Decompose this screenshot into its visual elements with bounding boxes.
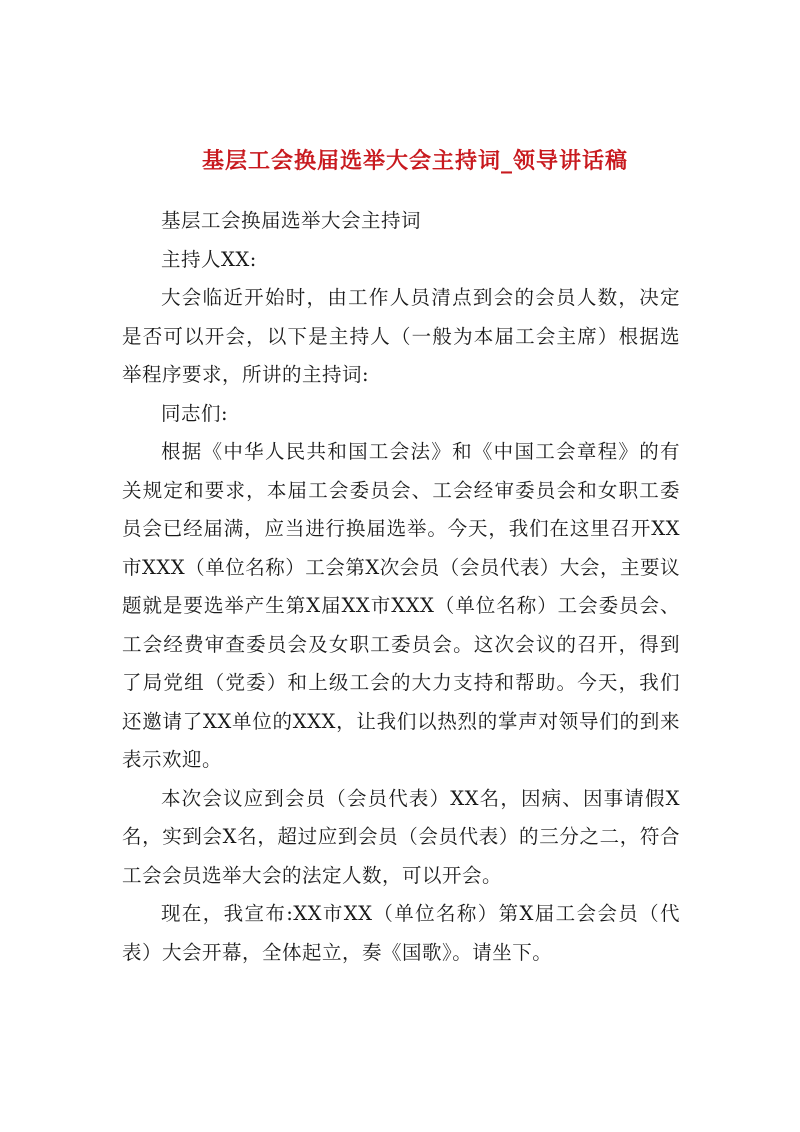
paragraph-attendance: 本次会议应到会员（会员代表）XX名，因病、因事请假X名，实到会X名，超过应到会员（会员代表）的三分之二，符合工会会员选举大会的法定人数，可以开会。 bbox=[122, 786, 680, 887]
paragraph-opening: 现在，我宣布:XX市XX（单位名称）第X届工会会员（代表）大会开幕，全体起立，奏《国歌》。请坐下。 bbox=[122, 902, 680, 964]
paragraph-intro: 大会临近开始时，由工作人员清点到会的会员人数，决定是否可以开会，以下是主持人（一般为本届工会主席）根据选举程序要求，所讲的主持词: bbox=[122, 286, 680, 386]
document-body bbox=[122, 202, 680, 972]
paragraph-background: 根据《中华人民共和国工会法》和《中国工会章程》的有关规定和要求，本届工会委员会、工会经审委员会和女职工委员会已经届满，应当进行换届选举。今天，我们在这里召开XX市XXX（单位名称）工会第X次会员（会员代表）大会，主要议题就是要选举产生第X届XX市XXX（单位名称）工会委员会、工会经费审查委员会及女职工委员会。这次会议的召开，得到了局党组（党委）和上级工会的大力支持和帮助。今天，我们还邀请了XX单位的XXX，让我们以热烈的掌声对领导们的到来表示欢迎。 bbox=[122, 440, 680, 771]
paragraph-greeting: 同志们: bbox=[161, 401, 229, 425]
paragraph-host: 主持人XX: bbox=[161, 247, 257, 271]
document-title: 基层工会换届选举大会主持词_领导讲话稿 bbox=[202, 148, 629, 174]
paragraph-subtitle: 基层工会换届选举大会主持词 bbox=[161, 209, 422, 232]
